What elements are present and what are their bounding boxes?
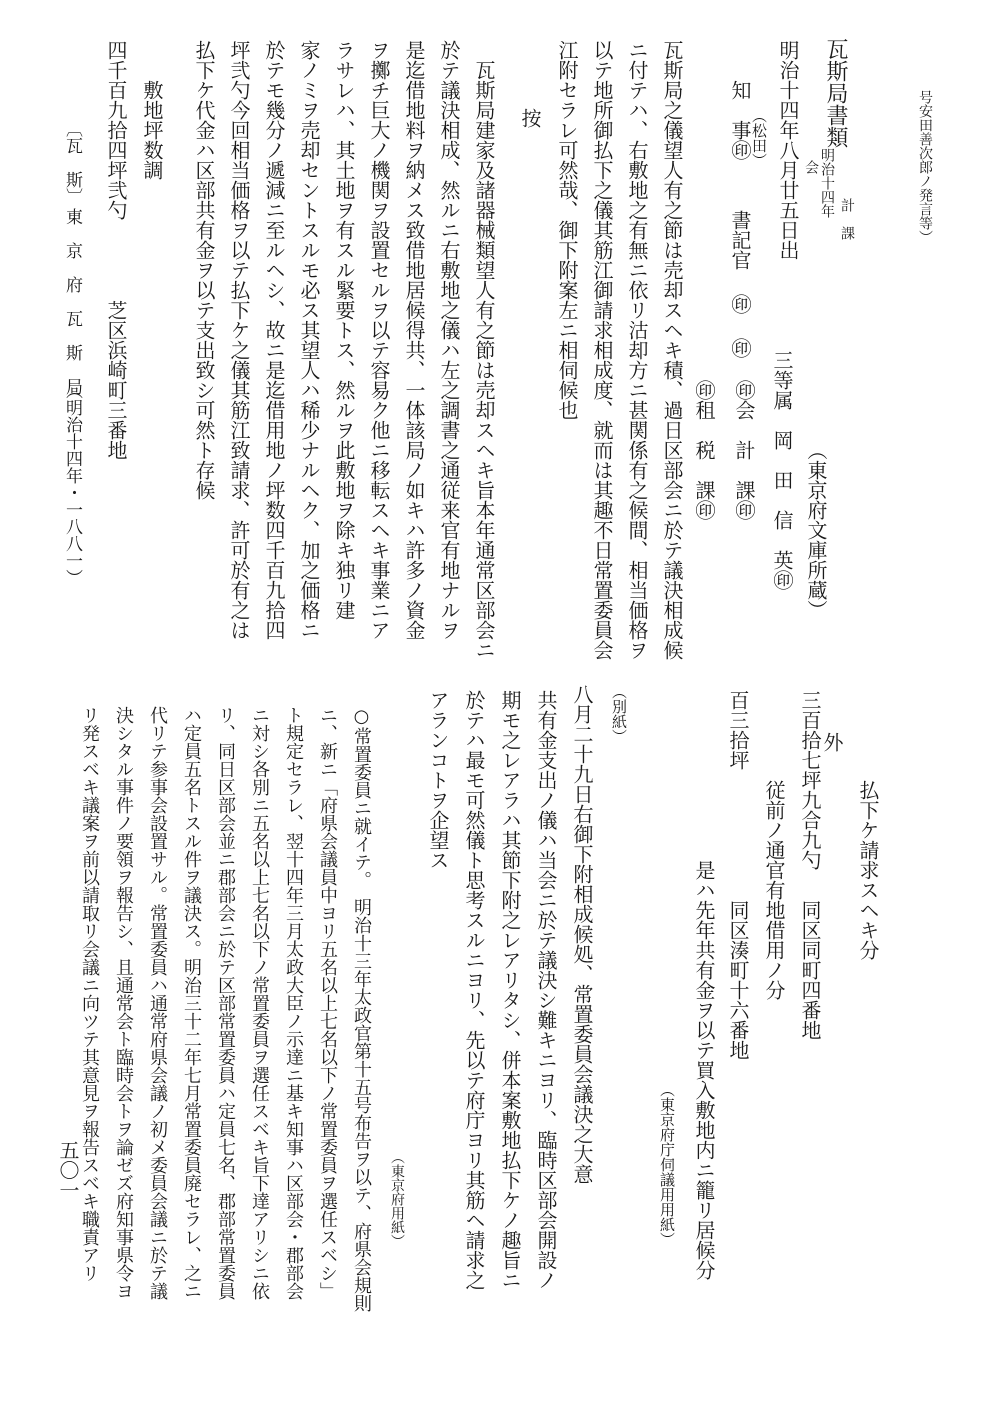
body-line: 以テ地所御払下之儀其筋江御請求相成度、就而は其趣不日常置委員会: [590, 40, 614, 660]
running-header: 号安田善次郎ノ発言等）: [917, 90, 933, 244]
note-line: ニ、新ニ「府県会議員中ヨリ五名以上七名以下ノ常置委員ヲ選任スベシ」: [317, 706, 338, 1300]
an-line: 払下ケ代金ハ区部共有金ヲ以テ支出致シ可然ト存候: [192, 40, 216, 500]
shokikan-label: 書記官 ㊞ ㊞: [728, 210, 752, 358]
source-note: （東京府文庫所蔵）: [804, 440, 828, 620]
an-line: 於テモ幾分ノ遞減ニ至ルヘシ、故ニ是迄借用地ノ坪数四千百九拾四: [262, 40, 286, 640]
matsuda-label: （松田）: [750, 108, 768, 168]
department-char-a: 会: [803, 160, 819, 174]
note-line: ○常置委員ニ就イテ。 明治十三年太政官第十五号布告ヲ以テ、府県会規則: [351, 706, 372, 1312]
note-line: リ、同日区部会並ニ郡部会ニ於テ区部常置委員ハ定員七名、郡部常置委員: [215, 706, 236, 1300]
kaikei-line: ㊞会 計 課㊞: [732, 380, 756, 520]
footer-year: （明治十四年・一八八一）: [62, 382, 82, 586]
sozei-line: ㊞租 税 課㊞: [692, 380, 716, 520]
note-line: 決シタル事件ノ要領ヲ報告シ、且通常会ト臨時会トヲ論ゼズ府知事県令ヨ: [113, 706, 134, 1300]
beshi-line: 於テハ最モ可然儀ト思考スルニヨリ、先以テ府庁ヨリ其筋ヘ請求之: [462, 690, 486, 1290]
document-title: 瓦斯局書類: [823, 38, 848, 148]
doukudou-address: 同区同町四番地: [798, 900, 822, 1040]
body-line: 江附セラレ可然哉、御下附案左ニ相伺候也: [555, 40, 579, 420]
beshi-line: 八月二十九日右御下附相成候処、常置委員会議決之大意: [570, 684, 594, 1184]
department-char-b: 計 課: [839, 198, 855, 240]
an-line: ラサレハ、其土地ヲ有スル緊要トス、然ルヲ此敷地ヲ除キ独リ建: [332, 40, 356, 620]
address-line: 芝区浜崎町三番地: [104, 300, 128, 460]
note-line: 代リテ参事会設置サル。常置委員ハ通常府県会議ノ初メ委員会議ニ於テ議: [147, 706, 168, 1300]
shikichi-heading: 敷地坪数調: [140, 80, 164, 180]
an-line: 家ノミヲ売却セントスルモ必ス其望人ハ稀少ナルヘク、加之価格ニ: [297, 40, 321, 640]
an-line: 瓦斯局建家及諸器械類望人有之節は売却スヘキ旨本年通常区部会ニ: [472, 60, 496, 660]
footer-bracket: 〔瓦 斯〕: [62, 120, 82, 205]
page-number: 五〇一: [56, 1140, 80, 1200]
an-line: 於テ議決相成、然ルニ右敷地之儀ハ左之調書之通従来官有地ナルヲ: [437, 40, 461, 640]
note-line: ハ定員五名トスル件ヲ議決ス。明治三十二年七月常置委員廃セラレ、之ニ: [181, 706, 202, 1300]
paper-note-b: （東京府用紙）: [389, 1150, 405, 1248]
body-line: ニ付テハ、右敷地之有無ニ依リ沽却方ニ甚関係有之候間、相当価格ヲ: [625, 40, 649, 660]
body-line: 瓦斯局之儀望人有之節は売却スヘキ積、過日区部会ニ於テ議決相成候: [660, 40, 684, 660]
tsubo-total: 四千百九拾四坪弐勺: [104, 40, 128, 220]
sanbyaku-tsubo: 三百拾七坪九合九勺: [798, 690, 822, 870]
note-line: リ発スベキ議案ヲ前以請取リ会議ニ向ツテ其意見ヲ報告スベキ職責アリ: [79, 706, 100, 1282]
date-line: 明治十四年八月廿五日出: [776, 40, 800, 260]
soto-label: 外: [820, 732, 844, 752]
hyaku-tsubo: 百三拾坪: [726, 690, 750, 770]
beshi-label: （別紙）: [610, 684, 628, 744]
haraisage-heading: 払下ケ請求スヘキ分: [856, 780, 880, 960]
chiji-label: 知 事㊞: [728, 80, 752, 160]
kore-line: 是ハ先年共有金ヲ以テ買入敷地内ニ籠リ居候分: [692, 860, 716, 1280]
department-year: 明治十四年: [819, 148, 835, 218]
note-line: ト規定セラレ、翌十四年三月太政大臣ノ示達ニ基キ知事ハ区部会・郡部会: [283, 706, 304, 1300]
santouzoku-line: 三等属 岡 田 信 英㊞: [770, 350, 794, 590]
juuzen-line: 従前ノ通官有地借用ノ分: [762, 780, 786, 1000]
paper-note-a: （東京府庁伺議用用紙）: [658, 1082, 676, 1247]
an-line: 是迄借地料ヲ納メス致借地居候得共、一体該局ノ如キハ許多ノ資金: [402, 40, 426, 640]
beshi-line: 期モ之レアラハ其節下附之レアリタシ、併本案敷地払下ケノ趣旨ニ: [498, 690, 522, 1290]
note-line: ニ対シ各別ニ五名以上七名以下ノ常置委員ヲ選任スベキ旨下達アリシニ依: [249, 706, 270, 1300]
beshi-line: アランコトヲ企望ス: [426, 690, 450, 870]
an-line: 坪弐勺今回相当価格ヲ以テ払下ケ之儀其筋江致請求、許可於有之は: [227, 40, 251, 640]
an-heading: 按: [518, 108, 542, 128]
minato-address: 同区湊町十六番地: [726, 900, 750, 1060]
footer-center: 東 京 府 瓦 斯 局: [62, 208, 82, 395]
beshi-line: 共有金支出ノ儀ハ当会ニ於テ議決シ難キニヨリ、臨時区部会開設ノ: [534, 690, 558, 1290]
an-line: ヲ擲チ巨大ノ機関ヲ設置セルヲ以テ容易ク他ニ移転スヘキ事業ニア: [367, 40, 391, 640]
